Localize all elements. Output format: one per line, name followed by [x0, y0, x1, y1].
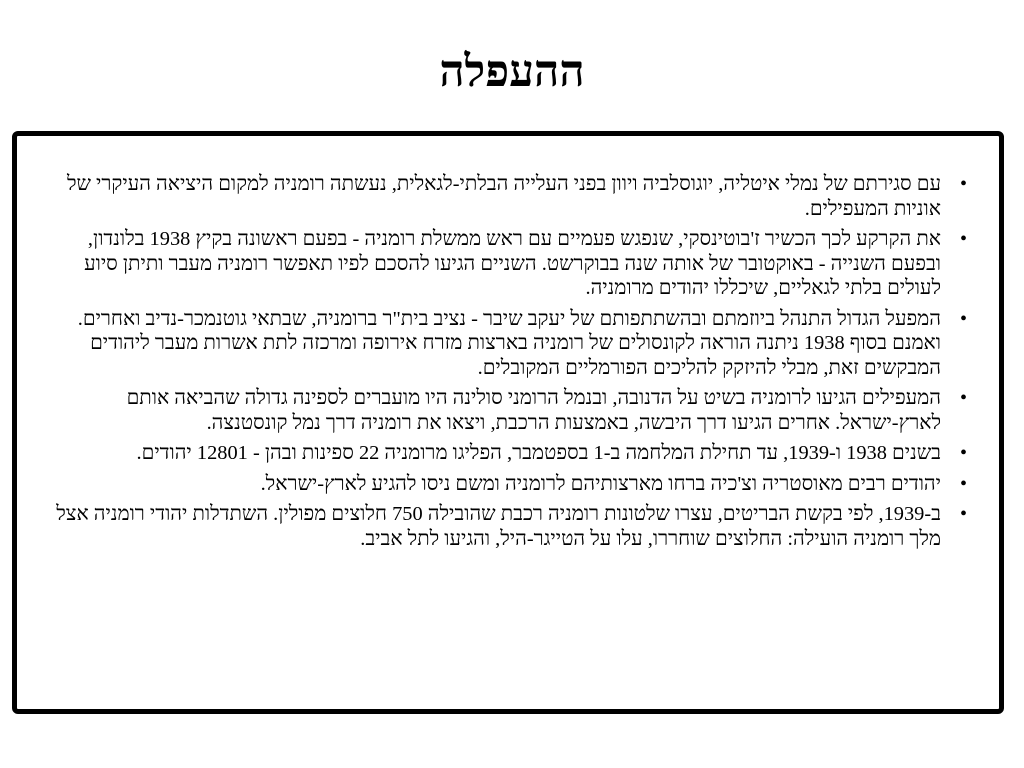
bullet-dot-icon: •	[959, 173, 967, 195]
bullet-text: ב-1939, לפי בקשת הבריטים, עצרו שלטונות רומניה רכבת שהובילה 750 חלוצים מפולין. השתדלות יהודי רומניה אצל מלך רומניה הועילה: החלוצים שוחררו, עלו על הטייגר-היל, והגיעו לתל אביב.	[56, 503, 941, 550]
bullet-item	[45, 441, 971, 466]
bullet-dot-icon: •	[959, 442, 967, 464]
bullet-text: יהודים רבים מאוסטריה וצ'כיה ברחו מארצותיהם לרומניה ומשם ניסו להגיע לארץ-ישראל.	[260, 472, 941, 495]
bullet-dot-icon: •	[959, 228, 967, 250]
bullet-dot-icon: •	[959, 307, 967, 330]
bullet-item	[45, 502, 971, 551]
bullet-dot-icon: •	[959, 387, 967, 409]
bullet-dot-icon: •	[959, 503, 967, 525]
bullet-text: את הקרקע לכך הכשיר ז'בוטינסקי, שנפגש פעמיים עם ראש ממשלת רומניה - בפעם ראשונה בקיץ 1938 בלונדון, ובפעם השנייה - באוקטובר של אותה שנה בבוקרשט. השניים הגיעו להסכם לפיו תאפשר רומניה מעבר ותיתן סיוע לעולים בלתי לגאליים, שיכללו יהודים מרומניה.	[84, 228, 941, 299]
bullet-text: עם סגירתם של נמלי איטליה, יוגוסלביה ויוון בפני העלייה הבלתי-לגאלית, נעשתה רומניה למקום היציאה העיקרי של אוניות המעפילים.	[66, 173, 941, 220]
bullet-text: המעפילים הגיעו לרומניה בשיט על הדנובה, ובנמל הרומני סולינה היו מועברים לספינה גדולה שהביאה אותם לארץ-ישראל. אחרים הגיעו דרך היבשה, באמצעות הרכבת, ויצאו את רומניה דרך נמל קונסטנצה.	[126, 387, 941, 434]
bullet-item	[45, 307, 971, 381]
content-box	[12, 131, 1004, 714]
bullet-text: בשנים 1938 ו-1939, עד תחילת המלחמה ב-1 בספטמבר, הפליגו מרומניה 22 ספינות ובהן - 12801 יהודים.	[136, 442, 941, 464]
bullet-item	[45, 472, 971, 497]
bullet-item	[45, 227, 971, 301]
bullet-dot-icon: •	[959, 472, 967, 495]
bullet-item	[45, 172, 971, 221]
bullet-list	[45, 172, 971, 557]
slide-title: ההעפלה	[439, 47, 585, 96]
bullet-text: המפעל הגדול התנהל ביוזמתם ובהשתתפותם של יעקב שיבר - נציב בית"ר ברומניה, שבתאי גוטנמכר-נדיב ואחרים. ואמנם בסוף 1938 ניתנה הוראה לקונסולים של רומניה בארצות מזרח אירופה ומרכזה לתת אשרות מעבר ליהודים המבקשים זאת, מבלי להיזקק להליכים הפורמליים המקובלים.	[77, 307, 941, 379]
bullet-item	[45, 386, 971, 435]
